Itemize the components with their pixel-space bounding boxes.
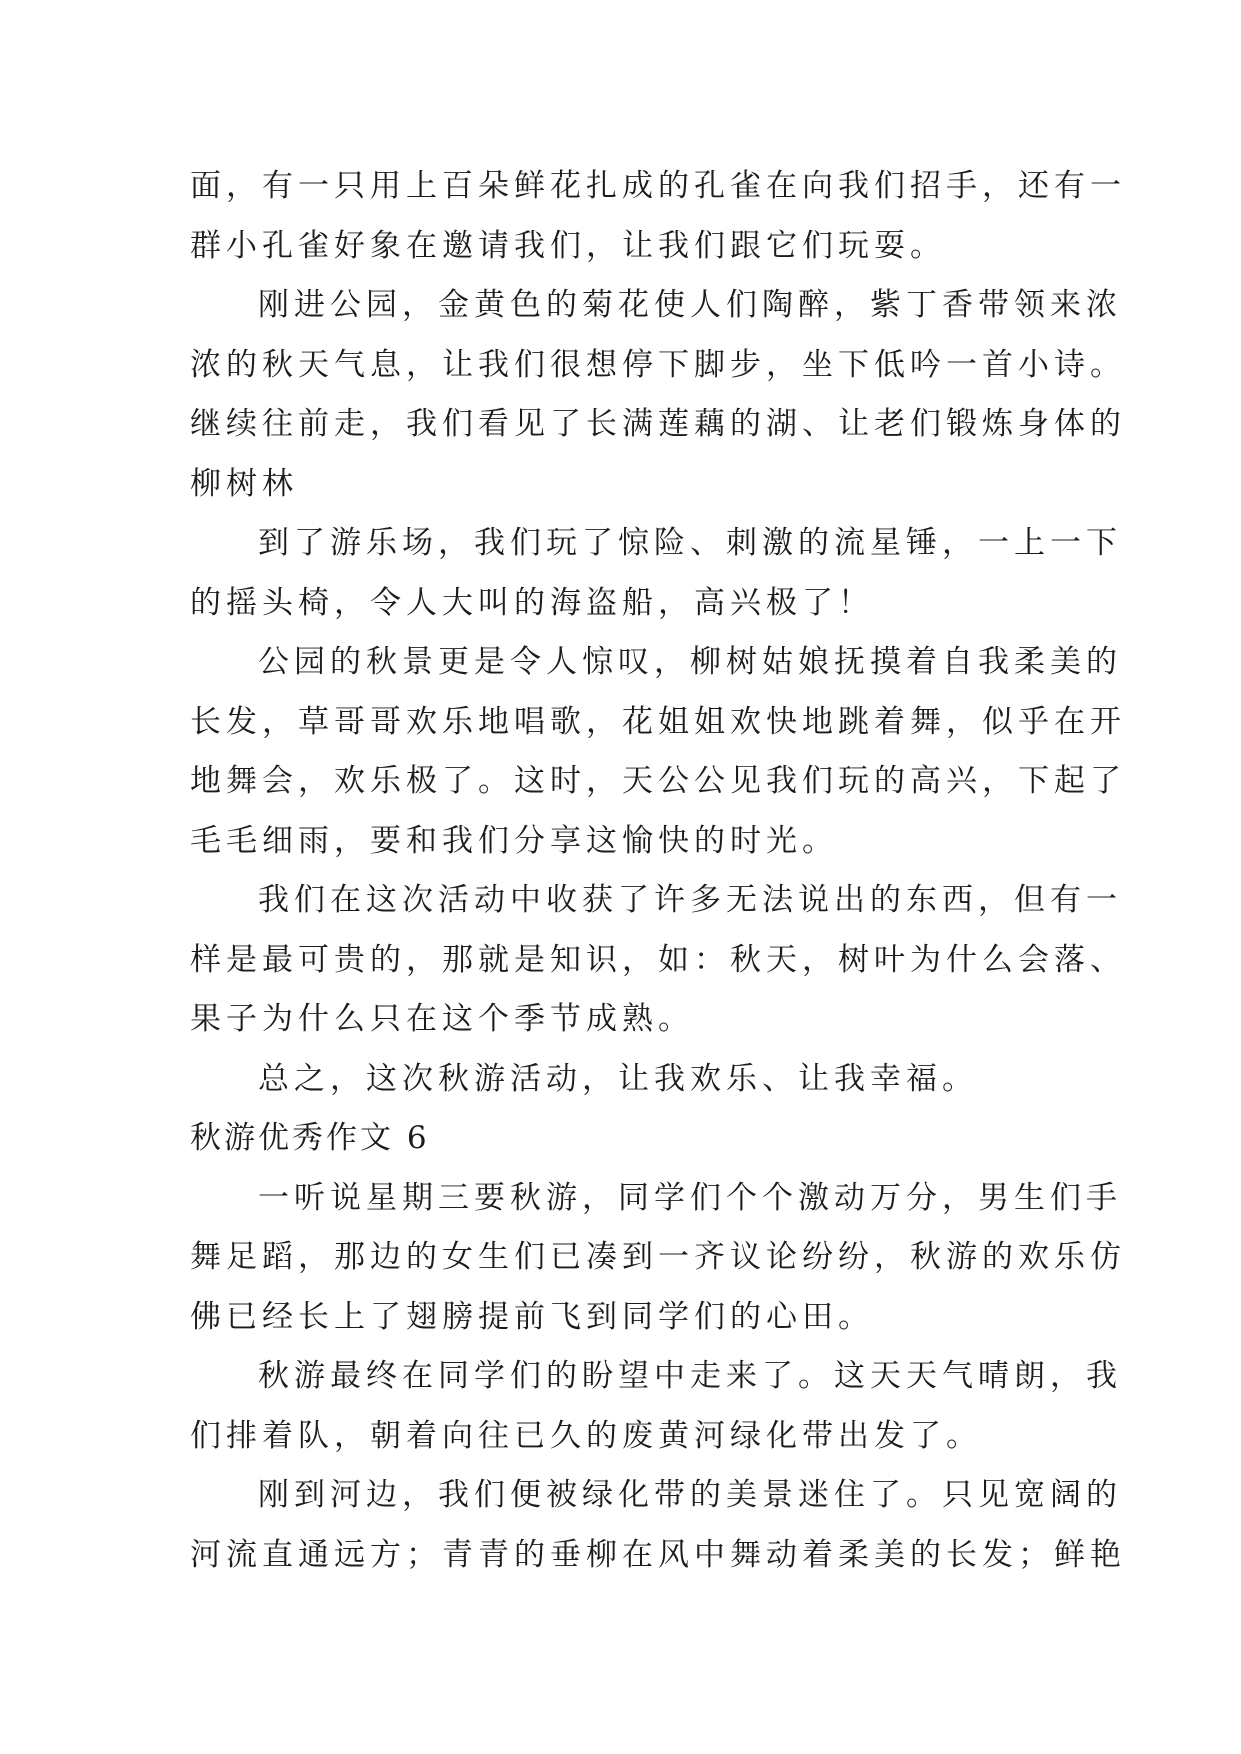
text-line: 继续往前走，我们看见了长满莲藕的湖、让老们锻炼身体的 bbox=[190, 406, 1126, 442]
text-line: 长发，草哥哥欢乐地唱歌，花姐姐欢快地跳着舞，似乎在开 bbox=[190, 703, 1126, 740]
paragraph-first-line: 一听说星期三要秋游，同学们个个激动万分，男生们手 bbox=[258, 1179, 1122, 1216]
text-line: 的摇头椅，令人大叫的海盗船，高兴极了！ bbox=[190, 584, 874, 621]
text-line: 毛毛细雨，要和我们分享这愉快的时光。 bbox=[190, 822, 838, 859]
text-line: 地舞会，欢乐极了。这时，天公公见我们玩的高兴，下起了 bbox=[190, 763, 1126, 799]
paragraph-first-line: 秋游最终在同学们的盼望中走来了。这天天气晴朗，我 bbox=[258, 1358, 1122, 1394]
text-line: 河流直通远方；青青的垂柳在风中舞动着柔美的长发；鲜艳 bbox=[190, 1536, 1126, 1573]
paragraph-first-line: 刚进公园，金黄色的菊花使人们陶醉，紫丁香带领来浓 bbox=[258, 287, 1122, 323]
paragraph-first-line: 我们在这次活动中收获了许多无法说出的东西，但有一 bbox=[258, 882, 1122, 918]
paragraph-first-line: 总之，这次秋游活动，让我欢乐、让我幸福。 bbox=[258, 1060, 978, 1097]
paragraph-first-line: 刚到河边，我们便被绿化带的美景迷住了。只见宽阔的 bbox=[258, 1477, 1122, 1513]
text-line: 果子为什么只在这个季节成熟。 bbox=[190, 1001, 694, 1037]
section-heading: 秋游优秀作文 6 bbox=[190, 1120, 430, 1156]
text-line: 浓的秋天气息，让我们很想停下脚步，坐下低吟一首小诗。 bbox=[190, 346, 1126, 383]
paragraph-first-line: 到了游乐场，我们玩了惊险、刺激的流星锤，一上一下 bbox=[258, 525, 1122, 561]
text-line: 面，有一只用上百朵鲜花扎成的孔雀在向我们招手，还有一 bbox=[190, 168, 1126, 204]
text-line: 群小孔雀好象在邀请我们，让我们跟它们玩耍。 bbox=[190, 227, 946, 264]
text-line: 舞足蹈，那边的女生们已凑到一齐议论纷纷，秋游的欢乐仿 bbox=[190, 1239, 1126, 1275]
text-line: 柳树林 bbox=[190, 465, 298, 502]
paragraph-first-line: 公园的秋景更是令人惊叹，柳树姑娘抚摸着自我柔美的 bbox=[258, 644, 1122, 680]
text-line: 们排着队，朝着向往已久的废黄河绿化带出发了。 bbox=[190, 1417, 982, 1454]
body-text bbox=[190, 157, 1126, 1585]
text-line: 佛已经长上了翅膀提前飞到同学们的心田。 bbox=[190, 1298, 874, 1335]
text-line: 样是最可贵的，那就是知识，如：秋天，树叶为什么会落、 bbox=[190, 941, 1126, 978]
